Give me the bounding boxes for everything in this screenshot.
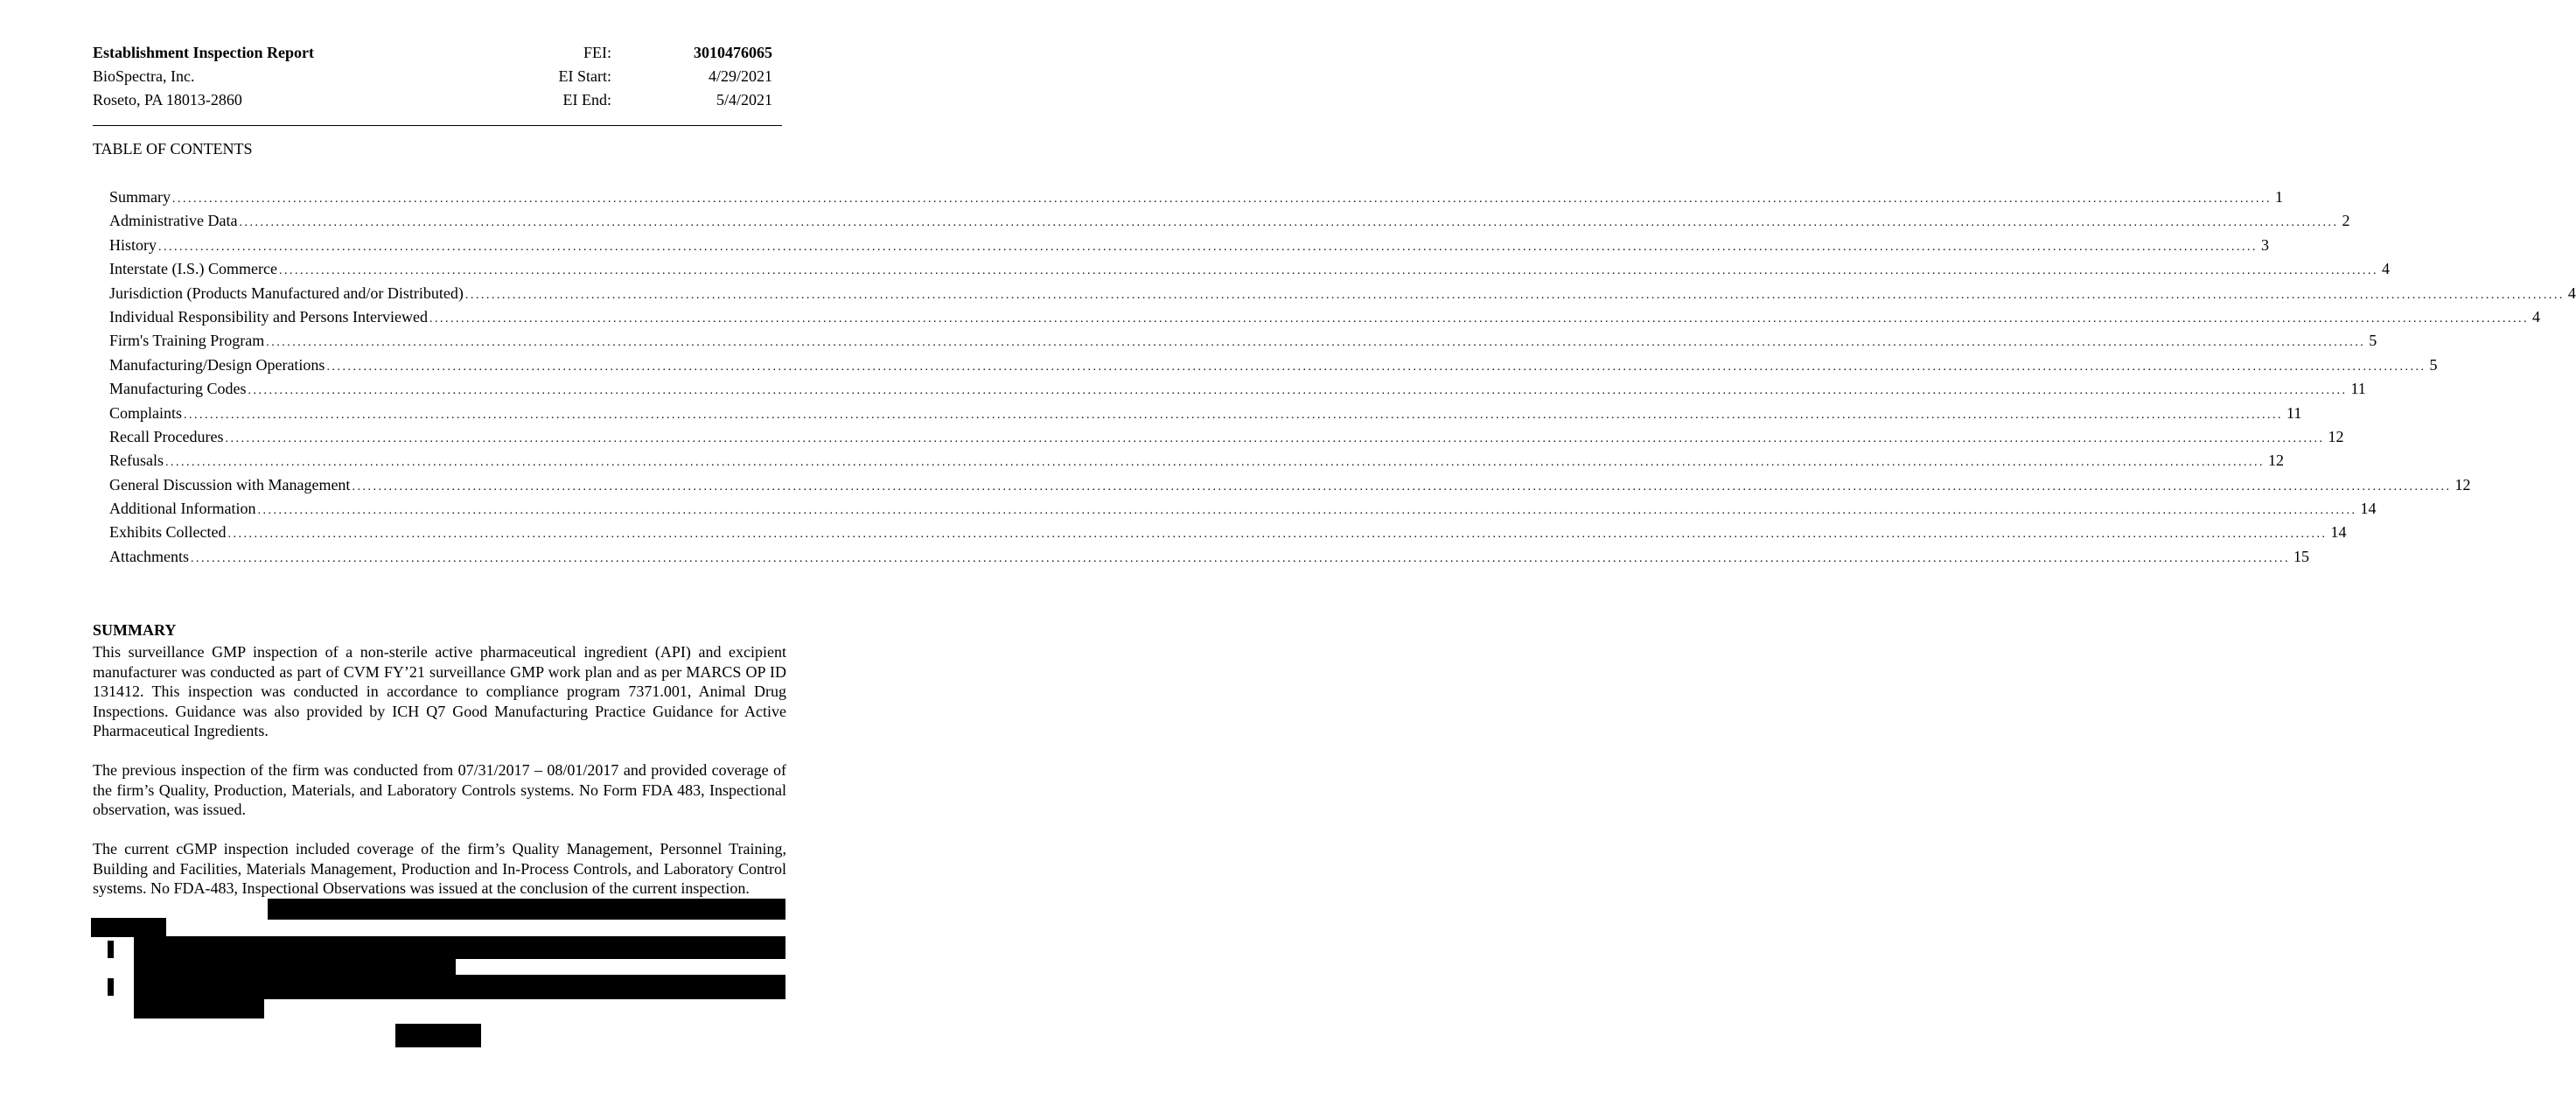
toc-entry-page: 14 bbox=[2330, 523, 2347, 542]
toc-entry bbox=[109, 547, 2309, 571]
toc-entry-page: 11 bbox=[2286, 403, 2302, 422]
toc-entry bbox=[109, 260, 2390, 284]
toc-entry bbox=[109, 307, 2540, 332]
toc-dot-leader: ................................................................................................................................................................................................................................................................................................................................................................................................................ bbox=[266, 336, 2366, 350]
header-row-1 bbox=[93, 44, 772, 65]
firm-address: Roseto, PA 18013-2860 bbox=[93, 91, 242, 108]
summary-paragraph-2: The previous inspection of the firm was conducted from 07/31/2017 – 08/01/2017 and provided coverage of the firm’s Quality, Production, Materials, and Laboratory Controls systems. No Form FDA 483, Inspectional observation, was issued. bbox=[93, 761, 786, 819]
toc-entry-label: Administrative Data bbox=[109, 212, 238, 230]
toc-dot-leader: ................................................................................................................................................................................................................................................................................................................................................................................................................ bbox=[248, 384, 2348, 398]
toc-entry bbox=[109, 212, 2350, 235]
summary-paragraph-1: This surveillance GMP inspection of a non-sterile active pharmaceutical ingredient (API) and excipient manufacturer was conducted as part of CVM FY’21 surveillance GMP work plan and as per MARCS OP ID 131412. This inspection was conducted in accordance to compliance program 7371.001, Animal Drug Inspections. Guidance was also provided by ICH Q7 Good Manufacturing Practice Guidance for Active Pharmaceutical Ingredients. bbox=[93, 643, 786, 740]
toc-entry-page: 3 bbox=[2261, 235, 2269, 254]
toc-entry-label: Manufacturing/Design Operations bbox=[109, 355, 325, 374]
toc-dot-leader: ................................................................................................................................................................................................................................................................................................................................................................................................................ bbox=[239, 216, 2339, 230]
toc-entry-label: Firm's Training Program bbox=[109, 332, 265, 350]
toc-entry-page: 12 bbox=[2328, 427, 2344, 445]
toc-entry-label: Exhibits Collected bbox=[109, 523, 227, 542]
redaction-block bbox=[108, 941, 114, 958]
toc-dot-leader: ................................................................................................................................................................................................................................................................................................................................................................................................................ bbox=[172, 192, 2272, 206]
toc-entry-label: General Discussion with Management bbox=[109, 475, 351, 494]
toc-entry-label: Recall Procedures bbox=[109, 427, 224, 445]
toc-entry-page: 1 bbox=[2275, 188, 2283, 206]
toc-dot-leader: ................................................................................................................................................................................................................................................................................................................................................................................................................ bbox=[190, 551, 2290, 565]
toc-dot-leader: ................................................................................................................................................................................................................................................................................................................................................................................................................ bbox=[257, 504, 2357, 518]
toc-dot-leader: ................................................................................................................................................................................................................................................................................................................................................................................................................ bbox=[184, 408, 2284, 422]
table-of-contents bbox=[109, 188, 2576, 571]
toc-dot-leader: ................................................................................................................................................................................................................................................................................................................................................................................................................ bbox=[326, 360, 2426, 374]
toc-dot-leader: ................................................................................................................................................................................................................................................................................................................................................................................................................ bbox=[227, 528, 2328, 542]
redaction-block bbox=[91, 918, 166, 937]
toc-entry bbox=[109, 188, 2283, 212]
toc-entry-label: Refusals bbox=[109, 452, 164, 470]
toc-dot-leader: ................................................................................................................................................................................................................................................................................................................................................................................................................ bbox=[278, 264, 2378, 278]
toc-entry bbox=[109, 355, 2438, 380]
toc-entry bbox=[109, 380, 2366, 403]
toc-entry-label: Manufacturing Codes bbox=[109, 380, 247, 398]
toc-dot-leader: ................................................................................................................................................................................................................................................................................................................................................................................................................ bbox=[225, 431, 2325, 445]
toc-entry-page: 4 bbox=[2531, 307, 2540, 326]
toc-entry-label: Individual Responsibility and Persons Interviewed bbox=[109, 307, 428, 326]
ei-start-label: EI Start: bbox=[558, 67, 611, 85]
toc-entry-label: History bbox=[109, 235, 157, 254]
ei-end-value: 5/4/2021 bbox=[716, 91, 772, 108]
toc-entry bbox=[109, 500, 2377, 523]
redaction-block bbox=[108, 978, 114, 996]
ei-end-label: EI End: bbox=[562, 91, 611, 108]
toc-entry-page: 2 bbox=[2342, 212, 2350, 230]
toc-entry-page: 11 bbox=[2350, 380, 2366, 398]
redaction-block bbox=[134, 998, 264, 1018]
toc-entry bbox=[109, 427, 2344, 452]
toc-entry-label: Complaints bbox=[109, 403, 183, 422]
toc-entry-label: Attachments bbox=[109, 547, 189, 565]
toc-entry-label: Interstate (I.S.) Commerce bbox=[109, 260, 277, 278]
toc-entry bbox=[109, 403, 2302, 428]
summary-heading: SUMMARY bbox=[93, 621, 177, 639]
toc-entry-label: Summary bbox=[109, 188, 171, 206]
toc-dot-leader: ................................................................................................................................................................................................................................................................................................................................................................................................................ bbox=[464, 288, 2565, 302]
toc-entry bbox=[109, 284, 2576, 308]
toc-entry-page: 15 bbox=[2293, 547, 2309, 565]
toc-entry-page: 5 bbox=[2429, 355, 2438, 374]
toc-dot-leader: ................................................................................................................................................................................................................................................................................................................................................................................................................ bbox=[429, 312, 2529, 326]
report-title: Establishment Inspection Report bbox=[93, 44, 315, 61]
toc-entry-page: 14 bbox=[2360, 500, 2377, 518]
fei-value: 3010476065 bbox=[694, 44, 772, 61]
header-row-3 bbox=[93, 91, 772, 112]
ei-start-value: 4/29/2021 bbox=[708, 67, 772, 85]
toc-entry-page: 12 bbox=[2268, 452, 2284, 470]
toc-entry-label: Jurisdiction (Products Manufactured and/or Distributed) bbox=[109, 284, 464, 302]
redaction-block bbox=[395, 1024, 481, 1047]
toc-entry bbox=[109, 452, 2284, 475]
summary-paragraph-3: The current cGMP inspection included coverage of the firm’s Quality Management, Personnel Training, Building and Facilities, Materials Management, Production and In-Process Controls, and Laboratory Control systems. No FDA-483, Inspectional Observations was issued at the conclusion of the current inspection. bbox=[93, 840, 786, 898]
redaction-block bbox=[134, 957, 456, 976]
toc-dot-leader: ................................................................................................................................................................................................................................................................................................................................................................................................................ bbox=[165, 456, 2265, 470]
fei-label: FEI: bbox=[583, 44, 611, 61]
toc-entry bbox=[109, 332, 2377, 355]
toc-entry-page: 4 bbox=[2381, 260, 2390, 278]
toc-entry-label: Additional Information bbox=[109, 500, 256, 518]
toc-title: TABLE OF CONTENTS bbox=[93, 140, 253, 158]
toc-dot-leader: ................................................................................................................................................................................................................................................................................................................................................................................................................ bbox=[158, 240, 2258, 254]
redaction-block bbox=[134, 975, 785, 999]
firm-name: BioSpectra, Inc. bbox=[93, 67, 195, 85]
redaction-block bbox=[134, 936, 785, 959]
header-divider bbox=[93, 125, 782, 126]
toc-entry bbox=[109, 475, 2471, 500]
toc-entry-page: 4 bbox=[2567, 284, 2576, 302]
toc-entry-page: 12 bbox=[2454, 475, 2471, 494]
header-row-2 bbox=[93, 67, 772, 88]
toc-dot-leader: ................................................................................................................................................................................................................................................................................................................................................................................................................ bbox=[352, 480, 2452, 494]
redaction-block bbox=[268, 899, 785, 920]
toc-entry-page: 5 bbox=[2369, 332, 2377, 350]
toc-entry bbox=[109, 523, 2347, 547]
toc-entry bbox=[109, 235, 2269, 260]
